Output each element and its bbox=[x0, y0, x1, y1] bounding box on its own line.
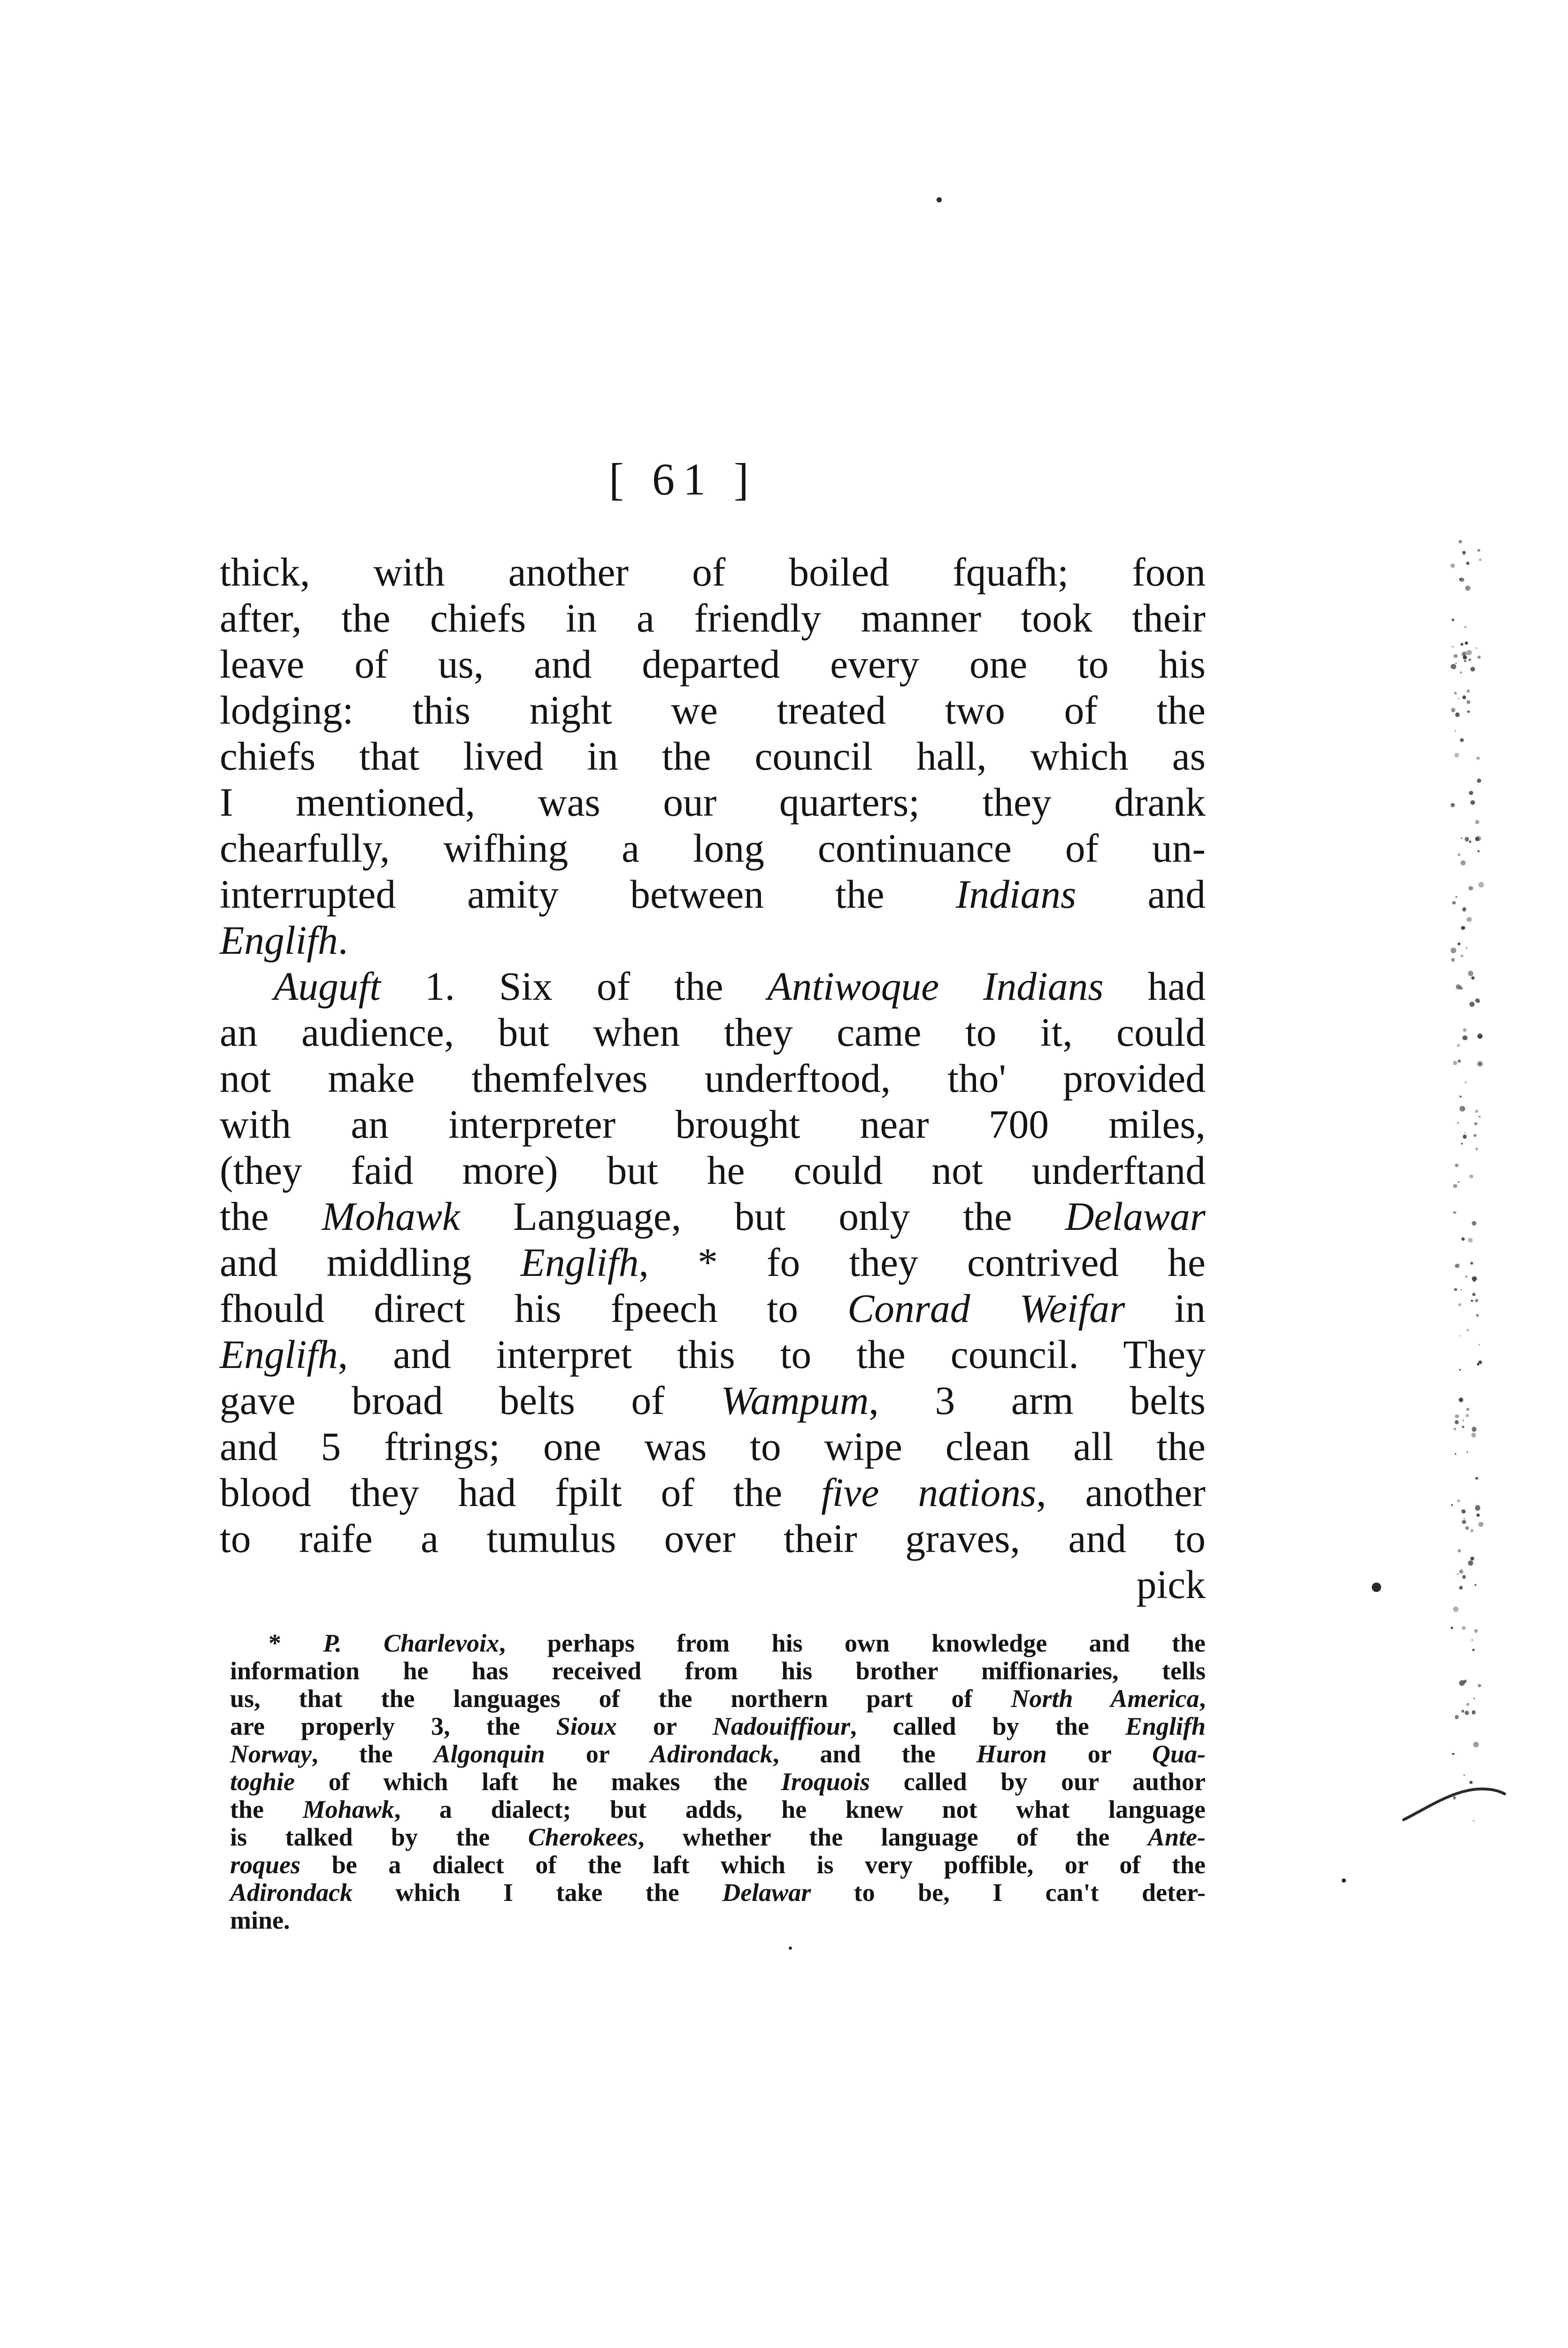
text-line bbox=[220, 1148, 1206, 1194]
speckle-dot bbox=[1466, 947, 1468, 949]
text-line bbox=[220, 826, 1206, 872]
footnote-line bbox=[230, 1685, 1206, 1713]
speckle-dot bbox=[1475, 820, 1479, 824]
speckle-dot bbox=[1458, 942, 1460, 945]
text-line bbox=[220, 595, 1206, 641]
speckle-dot bbox=[1472, 1710, 1476, 1714]
footnote-line bbox=[230, 1851, 1206, 1879]
speckle-dot bbox=[1463, 1135, 1467, 1139]
speckle-dot bbox=[1464, 626, 1467, 628]
text-line bbox=[220, 780, 1206, 826]
speckle-dot bbox=[1474, 1629, 1478, 1633]
speckle-dot bbox=[1458, 1182, 1460, 1183]
text-segment: Language, but only the bbox=[460, 1195, 1065, 1239]
speckle-dot bbox=[1464, 660, 1466, 662]
speckle-dot bbox=[1470, 1557, 1474, 1560]
speckle-dot bbox=[1463, 1518, 1465, 1520]
italic-text: Delawar bbox=[1065, 1195, 1206, 1239]
speckle-dot bbox=[1476, 1148, 1478, 1150]
text-segment: , a dialect; but adds, he knew not what language bbox=[394, 1795, 1206, 1823]
speckle-dot bbox=[1457, 1573, 1459, 1575]
text-line bbox=[220, 964, 1206, 1010]
speckle-dot bbox=[1475, 1110, 1478, 1113]
speckle-dot bbox=[1460, 643, 1463, 646]
speckle-dot bbox=[1455, 1264, 1459, 1268]
italic-text: five nations bbox=[821, 1471, 1037, 1515]
speckle-dot bbox=[1478, 1522, 1483, 1527]
speckle-dot bbox=[1462, 1520, 1466, 1524]
speckle-dot bbox=[1458, 698, 1459, 699]
speckle-dot bbox=[1469, 1002, 1475, 1007]
speckle-dot bbox=[1455, 1164, 1458, 1167]
text-segment: fhould direct his fpeech to bbox=[220, 1287, 848, 1331]
speckle-dot bbox=[1460, 955, 1463, 957]
italic-text: Nadouiffiour bbox=[713, 1712, 851, 1740]
footnote bbox=[230, 1630, 1206, 1934]
speckle-dot bbox=[1457, 1499, 1460, 1502]
footnote-line bbox=[230, 1713, 1206, 1740]
speckle-dot bbox=[1462, 907, 1466, 911]
speckle-dot bbox=[1455, 1715, 1459, 1719]
speckle-dot bbox=[1458, 853, 1460, 856]
text-line bbox=[220, 1424, 1206, 1470]
speckle-dot bbox=[1466, 562, 1469, 565]
speckle-dot bbox=[1458, 1059, 1461, 1063]
footnote-line bbox=[230, 1768, 1206, 1796]
text-segment: be a dialect of the laft which is very poffible, or of the bbox=[300, 1851, 1206, 1879]
speckle-dot bbox=[1457, 1122, 1459, 1124]
italic-text: Mohawk bbox=[302, 1795, 394, 1823]
text-line bbox=[220, 872, 1206, 918]
speckle-dot bbox=[1451, 664, 1456, 670]
italic-text: Mohawk bbox=[322, 1195, 460, 1239]
speckle-dot bbox=[1451, 803, 1455, 807]
speckle-dot bbox=[1464, 1132, 1466, 1134]
italic-text: Auguft bbox=[274, 965, 381, 1009]
text-segment: , called by the bbox=[850, 1712, 1125, 1740]
text-line bbox=[220, 1378, 1206, 1424]
speckle-dot bbox=[1460, 837, 1462, 839]
speckle-dot bbox=[1475, 1299, 1478, 1302]
stray-mark bbox=[1372, 1583, 1381, 1592]
speckle-dot bbox=[1477, 1034, 1483, 1039]
text-segment: called by our author bbox=[870, 1768, 1206, 1796]
speckle-dot bbox=[1460, 1289, 1462, 1290]
speckle-dot bbox=[1452, 901, 1455, 904]
speckle-dot bbox=[1462, 1626, 1466, 1630]
stray-mark bbox=[1342, 1878, 1346, 1883]
speckle-dot bbox=[1476, 836, 1482, 842]
text-segment: and middling bbox=[220, 1241, 521, 1285]
speckle-dot bbox=[1474, 1134, 1476, 1137]
speckle-dot bbox=[1478, 1344, 1480, 1345]
speckle-dot bbox=[1454, 1288, 1457, 1291]
footnote-line bbox=[230, 1657, 1206, 1685]
text-line bbox=[220, 549, 1206, 595]
speckle-dot bbox=[1467, 689, 1470, 693]
italic-text: Algonquin bbox=[433, 1740, 545, 1768]
text-line bbox=[220, 1332, 1206, 1378]
speckle-dot bbox=[1460, 578, 1464, 582]
speckle-dot bbox=[1470, 1262, 1473, 1265]
speckle-dot bbox=[1470, 667, 1475, 672]
text-segment: , and interpret this to the council. They bbox=[338, 1333, 1206, 1377]
text-segment: , * fo they contrived he bbox=[638, 1241, 1206, 1285]
italic-text: Sioux bbox=[556, 1712, 617, 1740]
speckle-dot bbox=[1461, 1237, 1465, 1241]
speckle-dot bbox=[1455, 1420, 1459, 1424]
speckle-dot bbox=[1453, 1061, 1457, 1065]
italic-text: North America bbox=[1011, 1684, 1199, 1713]
speckle-dot bbox=[1465, 1081, 1467, 1083]
footnote-line bbox=[230, 1879, 1206, 1907]
italic-text: Englifh bbox=[220, 1333, 338, 1377]
text-segment: (they faid more) but he could not underftand bbox=[220, 1149, 1206, 1193]
speckle-dot bbox=[1477, 1061, 1483, 1066]
speckle-dot bbox=[1477, 850, 1480, 852]
text-line bbox=[220, 1562, 1206, 1608]
text-segment: is talked by the bbox=[230, 1823, 528, 1851]
speckle-dot bbox=[1462, 1035, 1468, 1041]
italic-text: Norway bbox=[230, 1740, 312, 1768]
speckle-dot bbox=[1467, 650, 1472, 655]
speckle-dot bbox=[1463, 1028, 1466, 1032]
text-segment: us, that the languages of the northern part of bbox=[230, 1684, 1011, 1713]
text-segment: leave of us, and departed every one to his bbox=[220, 642, 1206, 687]
speckle-dot bbox=[1460, 738, 1464, 742]
speckle-dot bbox=[1469, 791, 1473, 795]
speckle-dot bbox=[1460, 1335, 1461, 1336]
margin-speckle bbox=[1446, 540, 1488, 1855]
text-segment: with an interpreter brought near 700 miles, bbox=[220, 1103, 1206, 1147]
speckle-dot bbox=[1461, 1710, 1464, 1713]
text-segment: to be, I can't deter- bbox=[811, 1878, 1206, 1907]
text-segment: or bbox=[545, 1740, 650, 1768]
speckle-dot bbox=[1473, 1698, 1475, 1699]
speckle-dot bbox=[1462, 695, 1466, 699]
italic-text: Huron bbox=[976, 1740, 1047, 1768]
speckle-dot bbox=[1451, 1504, 1453, 1506]
speckle-dot bbox=[1466, 1414, 1469, 1417]
speckle-dot bbox=[1460, 672, 1462, 673]
text-line bbox=[220, 1240, 1206, 1286]
text-segment: gave broad belts of bbox=[220, 1379, 721, 1423]
text-segment: which I take the bbox=[353, 1878, 723, 1907]
text-segment: thick, with another of boiled fquafh; foon bbox=[220, 550, 1206, 595]
italic-text: Indians bbox=[955, 873, 1076, 917]
text-segment: chiefs that lived in the council hall, which as bbox=[220, 734, 1206, 779]
speckle-dot bbox=[1467, 700, 1470, 704]
speckle-dot bbox=[1462, 1426, 1464, 1428]
speckle-dot bbox=[1458, 1549, 1461, 1552]
speckle-dot bbox=[1479, 558, 1482, 561]
text-segment: had bbox=[1103, 965, 1206, 1009]
text-line bbox=[220, 734, 1206, 780]
text-segment: mine. bbox=[230, 1906, 290, 1934]
speckle-dot bbox=[1469, 841, 1471, 843]
speckle-dot bbox=[1467, 1452, 1468, 1453]
speckle-dot bbox=[1459, 540, 1462, 543]
text-segment: or bbox=[1046, 1740, 1152, 1768]
speckle-dot bbox=[1458, 1303, 1461, 1306]
speckle-dot bbox=[1468, 886, 1473, 890]
speckle-dot bbox=[1460, 988, 1462, 989]
speckle-dot bbox=[1452, 618, 1454, 621]
speckle-dot bbox=[1476, 1514, 1479, 1516]
text-segment: , and the bbox=[772, 1740, 976, 1768]
text-line bbox=[220, 1102, 1206, 1148]
speckle-dot bbox=[1467, 711, 1469, 713]
speckle-dot bbox=[1477, 1363, 1479, 1365]
speckle-dot bbox=[1461, 1509, 1466, 1514]
speckle-dot bbox=[1461, 926, 1465, 930]
italic-text: Wampum bbox=[721, 1379, 869, 1423]
speckle-dot bbox=[1466, 1703, 1469, 1706]
speckle-dot bbox=[1451, 708, 1455, 712]
text-line bbox=[220, 1286, 1206, 1332]
text-line bbox=[220, 918, 1206, 964]
speckle-dot bbox=[1477, 656, 1481, 659]
speckle-dot bbox=[1477, 1000, 1480, 1003]
text-segment: are properly 3, the bbox=[230, 1712, 556, 1740]
speckle-dot bbox=[1453, 654, 1458, 658]
speckle-dot bbox=[1472, 1221, 1476, 1226]
speckle-dot bbox=[1454, 692, 1457, 695]
speckle-dot bbox=[1468, 971, 1474, 976]
speckle-dot bbox=[1473, 1280, 1476, 1282]
text-segment: , bbox=[1199, 1684, 1206, 1713]
speckle-dot bbox=[1455, 663, 1457, 664]
text-segment: . bbox=[338, 919, 348, 963]
text-segment: and bbox=[1076, 873, 1206, 917]
speckle-dot bbox=[1468, 1560, 1473, 1566]
speckle-dot bbox=[1473, 1742, 1479, 1747]
italic-text: Englifh bbox=[220, 919, 338, 963]
text-segment: after, the chiefs in a friendly manner took their bbox=[220, 596, 1206, 641]
text-line bbox=[220, 641, 1206, 687]
speckle-dot bbox=[1477, 779, 1481, 783]
speckle-dot bbox=[1475, 1477, 1478, 1480]
speckle-dot bbox=[1476, 1314, 1479, 1317]
speckle-dot bbox=[1471, 1433, 1476, 1437]
text-segment: not make themfelves underftood, tho' provided bbox=[220, 1057, 1206, 1101]
text-segment: interrupted amity between the bbox=[220, 873, 956, 917]
italic-text: Conrad Weifar bbox=[847, 1287, 1125, 1331]
speckle-dot bbox=[1452, 1753, 1454, 1755]
speckle-dot bbox=[1462, 1575, 1466, 1579]
speckle-dot bbox=[1455, 712, 1460, 717]
speckle-dot bbox=[1475, 1505, 1480, 1510]
speckle-dot bbox=[1465, 586, 1471, 591]
text-line bbox=[220, 1470, 1206, 1516]
speckle-dot bbox=[1455, 896, 1457, 898]
speckle-dot bbox=[1475, 1584, 1476, 1586]
text-line bbox=[220, 1194, 1206, 1240]
speckle-dot bbox=[1451, 948, 1456, 953]
text-segment: in bbox=[1125, 1287, 1206, 1331]
text-segment: to raife a tumulus over their graves, and to bbox=[220, 1517, 1206, 1561]
italic-text: P. Charlevoix bbox=[323, 1629, 500, 1657]
speckle-dot bbox=[1453, 1184, 1457, 1188]
speckle-dot bbox=[1470, 1529, 1474, 1532]
text-segment: and 5 ftrings; one was to wipe clean all the bbox=[220, 1425, 1206, 1469]
speckle-dot bbox=[1459, 1586, 1463, 1590]
text-segment: or bbox=[616, 1712, 713, 1740]
speckle-dot bbox=[1478, 1116, 1481, 1118]
text-segment: , another bbox=[1036, 1471, 1206, 1515]
speckle-dot bbox=[1459, 1569, 1463, 1574]
italic-text: Delawar bbox=[722, 1878, 811, 1907]
speckle-dot bbox=[1461, 652, 1465, 656]
text-line bbox=[220, 687, 1206, 734]
text-segment: of which laft he makes the bbox=[295, 1768, 781, 1796]
text-line bbox=[220, 1516, 1206, 1562]
speckle-dot bbox=[1455, 1414, 1459, 1419]
speckle-dot bbox=[1478, 882, 1484, 888]
speckle-dot bbox=[1472, 1427, 1477, 1432]
speckle-dot bbox=[1453, 1211, 1456, 1214]
page-number: [ 61 ] bbox=[609, 454, 757, 504]
speckle-dot bbox=[1465, 1275, 1468, 1278]
text-line bbox=[220, 1010, 1206, 1056]
text-segment: the bbox=[220, 1195, 322, 1239]
text-segment: pick bbox=[1136, 1563, 1206, 1607]
text-segment: the bbox=[230, 1795, 303, 1823]
speckle-dot bbox=[1460, 860, 1466, 865]
text-segment: information he has received from his brother miffionaries, tells bbox=[230, 1657, 1206, 1685]
italic-text: toghie bbox=[230, 1768, 295, 1796]
stray-mark bbox=[937, 197, 942, 202]
speckle-dot bbox=[1467, 917, 1472, 922]
stray-mark bbox=[789, 1946, 792, 1950]
speckle-dot bbox=[1461, 1143, 1462, 1144]
speckle-dot bbox=[1476, 757, 1480, 760]
footnote-line bbox=[230, 1630, 1206, 1657]
italic-text: Adirondack bbox=[230, 1878, 353, 1907]
speckle-dot bbox=[1462, 1420, 1464, 1421]
italic-text: Adirondack bbox=[650, 1740, 773, 1768]
footnote-line bbox=[230, 1907, 1206, 1934]
speckle-dot bbox=[1471, 976, 1475, 980]
text-segment: , 3 arm belts bbox=[869, 1379, 1206, 1423]
speckle-dot bbox=[1454, 753, 1459, 757]
margin-pen-stroke bbox=[1399, 1775, 1512, 1831]
speckle-dot bbox=[1460, 1106, 1465, 1112]
speckle-dot bbox=[1453, 1428, 1456, 1430]
text-segment: an audience, but when they came to it, could bbox=[220, 1011, 1206, 1055]
italic-text: Cherokees bbox=[528, 1823, 638, 1851]
speckle-dot bbox=[1477, 549, 1480, 551]
speckle-dot bbox=[1462, 551, 1466, 554]
italic-text: Iroquois bbox=[781, 1768, 870, 1796]
italic-text: Ante- bbox=[1147, 1823, 1206, 1851]
speckle-dot bbox=[1457, 1044, 1460, 1047]
text-segment: lodging: this night we treated two of the bbox=[220, 688, 1206, 733]
speckle-dot bbox=[1474, 1122, 1477, 1126]
speckle-dot bbox=[1451, 564, 1455, 568]
italic-text: Englifh bbox=[1125, 1712, 1206, 1740]
speckle-dot bbox=[1472, 1293, 1476, 1297]
text-segment: blood they had fpilt of the bbox=[220, 1471, 822, 1515]
text-segment: chearfully, wifhing a long continuance of un- bbox=[220, 826, 1206, 871]
speckle-dot bbox=[1459, 1680, 1465, 1686]
speckle-dot bbox=[1471, 1639, 1473, 1641]
footnote-line bbox=[230, 1796, 1206, 1823]
speckle-dot bbox=[1465, 1711, 1469, 1715]
speckle-dot bbox=[1460, 1096, 1461, 1097]
text-segment: I mentioned, was our quarters; they drank bbox=[220, 780, 1206, 825]
text-segment: , whether the language of the bbox=[638, 1823, 1148, 1851]
speckle-dot bbox=[1465, 641, 1468, 644]
text-segment: , the bbox=[312, 1740, 434, 1768]
speckle-dot bbox=[1469, 1174, 1473, 1178]
speckle-dot bbox=[1455, 1453, 1456, 1454]
footnote-line bbox=[230, 1823, 1206, 1851]
speckle-dot bbox=[1459, 1398, 1463, 1402]
speckle-dot bbox=[1465, 1526, 1469, 1530]
speckle-dot bbox=[1471, 1300, 1473, 1302]
italic-text: Antiwoque Indians bbox=[767, 965, 1104, 1009]
speckle-dot bbox=[1478, 1684, 1481, 1687]
speckle-dot bbox=[1470, 800, 1475, 805]
speckle-dot bbox=[1472, 1649, 1475, 1651]
text-line bbox=[220, 1056, 1206, 1102]
text-segment: 1. Six of the bbox=[381, 965, 768, 1009]
speckle-dot bbox=[1451, 958, 1455, 962]
speckle-dot bbox=[1451, 1627, 1453, 1629]
text-segment: , perhaps from his own knowledge and the bbox=[499, 1629, 1206, 1657]
speckle-dot bbox=[1453, 1607, 1459, 1612]
speckle-dot bbox=[1476, 647, 1477, 649]
footnote-line bbox=[230, 1740, 1206, 1768]
italic-text: Englifh bbox=[520, 1241, 639, 1285]
speckle-dot bbox=[1467, 1329, 1469, 1331]
speckle-dot bbox=[1465, 837, 1469, 842]
speckle-dot bbox=[1452, 646, 1454, 648]
speckle-dot bbox=[1466, 1408, 1469, 1411]
speckle-dot bbox=[1455, 730, 1457, 732]
speckle-dot bbox=[1459, 1369, 1461, 1371]
speckle-dot bbox=[1468, 658, 1471, 661]
text-segment: * bbox=[269, 1629, 323, 1657]
italic-text: Qua- bbox=[1152, 1740, 1206, 1768]
italic-text: roques bbox=[230, 1851, 301, 1879]
speckle-dot bbox=[1468, 1238, 1473, 1243]
main-text bbox=[220, 549, 1206, 1608]
